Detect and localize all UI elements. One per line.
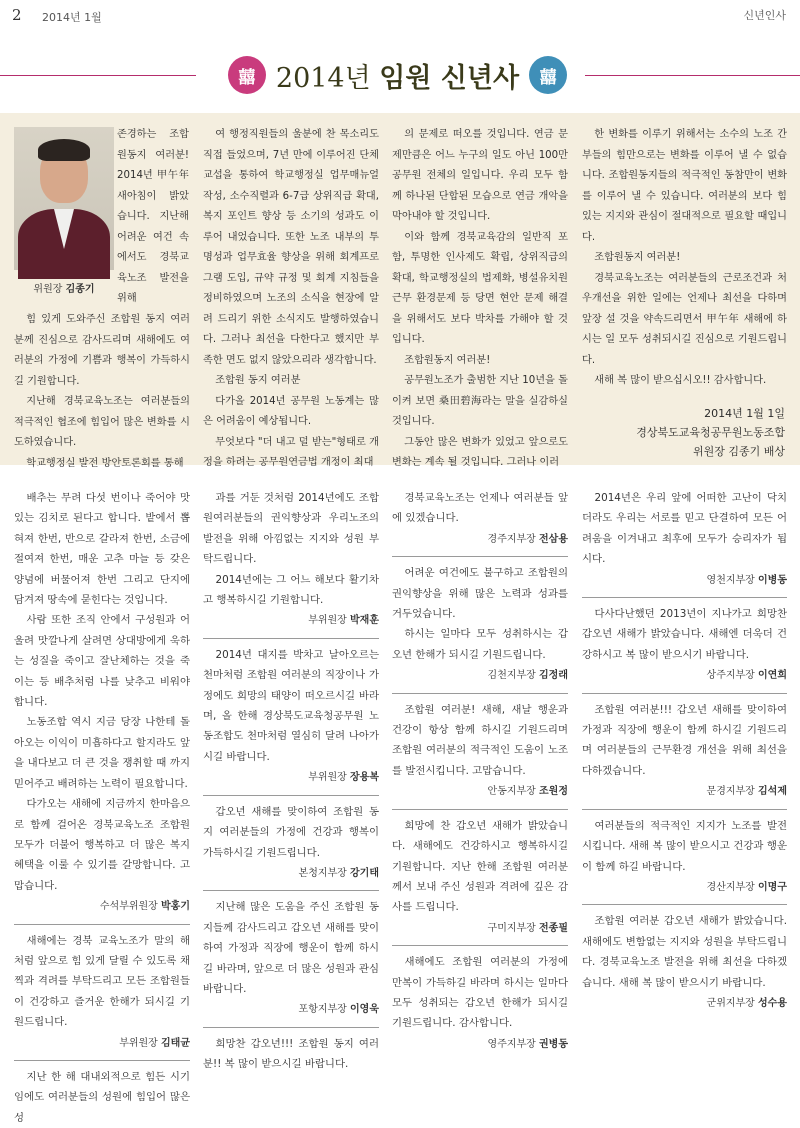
paragraph: 조합원동지 여러분! — [594, 252, 681, 263]
letter-author — [582, 782, 787, 802]
author-role: 군위지부장 — [706, 997, 759, 1009]
main-col1-bottom — [14, 310, 190, 474]
title-year: 2014년 — [275, 62, 371, 94]
paragraph: 한 변화를 이루기 위해서는 소수의 노조 간부들의 힘만으로는 변화를 이루어 낼 수 없습니다. 조합원동지들의 적극적인 동참만이 변화를 이루어 낼 수 있습니다. 여러분의 보다 힘 있는 지지와 관심이 절대적으로 필요할 때입니다. — [582, 129, 787, 243]
letter-text: 지난 한 해 대내외적으로 힘든 시기임에도 여러분들의 성원에 힘입어 많은 성 — [14, 1070, 190, 1124]
paragraph: 여 행정직원들의 울분에 찬 목소리도 직접 들었으며, 7년 만에 이루어진 단체교섭을 통하여 학교행정실 업무매뉴얼 작성, 소수직렬과 6-7급 상위직급 확대, 복지 포인트 향상 등 소기의 성과도 이루어 내었습니다. 또한 노조 내부의 투명성과 업무효율 향상을 위해 회계프로그램 도입, 규약 규정 및 회계 지침들을 정비하였으며 노조의 소식을 현장에 알려 드리기 위한 소식지도 발행하였습니다. 그러나 최선을 다한다고 했지만 부족한 면도 없지 않았으리라 생각합니다. — [203, 129, 379, 366]
letter-divider — [14, 1060, 190, 1061]
sign-date: 2014년 1월 1일 — [704, 407, 785, 420]
author-name: 성수용 — [758, 997, 787, 1009]
paragraph: 조합원 동지 여러분 — [215, 375, 301, 386]
author-role: 경산지부장 — [706, 881, 759, 893]
main-col2 — [203, 125, 379, 474]
letters-col1 — [14, 488, 190, 1128]
author-role: 구미지부장 — [487, 922, 540, 934]
letter-author — [582, 994, 787, 1014]
letter-text: 조합원 여러분! 새해, 새날 행운과 건강이 항상 함께 하시길 기원드리며 조합원 여러분의 적극적인 도움이 노조를 발전시킵니다. 고맙습니다. — [392, 703, 568, 777]
sign-name: 위원장 김종기 배상 — [692, 445, 785, 458]
letter-text: 조합원 여러분!!! 갑오년 새해를 맞이하여 가정과 직장에 행운이 함께 하시길 기원드리며 여러분들의 근무환경 개선을 위해 최선을 다하겠습니다. — [582, 703, 787, 777]
letter-item — [582, 488, 787, 591]
letter-text: 배추는 무려 다섯 번이나 죽어야 맛있는 김치로 된다고 합니다. 밭에서 뽑혀져 한번, 반으로 갈라져 한번, 소금에 절여져 한번, 매운 고추 마늘 등 갖은 양념에 버물어져 한번 그리고 단지에 담겨져 땅속에 묻힌다는 것입니다. — [14, 492, 190, 607]
letter-divider — [203, 795, 379, 796]
sign-org: 경상북도교육청공무원노동조합 — [636, 426, 785, 439]
author-name: 김석제 — [758, 786, 787, 798]
emblem-left-icon: 囍 — [228, 56, 266, 94]
letter-author — [14, 897, 190, 917]
paragraph: 힘 있게 도와주신 조합원 동지 여러분께 진심으로 감사드리며 새해에도 여러분의 가정에 기쁨과 행복이 가득하시길 기원합니다. — [14, 314, 190, 387]
main-col4 — [582, 125, 787, 392]
author-name: 전삼용 — [539, 533, 568, 545]
caption-role: 위원장 — [33, 284, 63, 295]
author-name: 이명구 — [758, 881, 787, 893]
letters-col2 — [203, 488, 379, 1075]
author-name: 전종필 — [539, 922, 568, 934]
section-label: 신년인사 — [743, 9, 786, 22]
letter-text: 갑오년 새해를 맞이하여 조합원 동지 여러분들의 가정에 건강과 행복이 가득하시길 기원드립니다. — [203, 805, 379, 859]
letter-item — [392, 952, 568, 1055]
author-role: 포항지부장 — [298, 1004, 351, 1016]
letter-text: 2014년 대지를 박차고 날아오르는 천마처럼 조합원 여러분의 직장이나 가정에도 희망의 태양이 떠오르시길 바라며, 올 한해 경상북도교육청공무원 노동조합도 천마처럼 열심히 달려 나아가시길 바랍니다. — [203, 648, 379, 763]
letter-item — [582, 604, 787, 687]
caption-name: 김종기 — [65, 284, 95, 295]
author-role: 김천지부장 — [487, 670, 540, 682]
author-name: 이영욱 — [350, 1004, 379, 1016]
author-role: 영주지부장 — [487, 1038, 540, 1050]
letter-author — [392, 530, 568, 550]
letter-author — [203, 768, 379, 788]
author-role: 상주지부장 — [706, 670, 759, 682]
letter-text: 과를 거둔 것처럼 2014년에도 조합원여러분들의 권익향상과 우리노조의 발전을 위해 아낌없는 지지와 성원 부탁드립니다. — [203, 492, 379, 566]
letter-divider — [582, 904, 787, 905]
letter-author — [203, 1000, 379, 1020]
paragraph: 무엇보다 "더 내고 덜 받는"형태로 개정을 하려는 공무원연금법 개정이 최대 — [203, 436, 379, 468]
author-role: 부위원장 — [308, 772, 351, 784]
letter-divider — [203, 1027, 379, 1028]
paragraph: 새해 복 많이 받으십시오!! 감사합니다. — [594, 375, 767, 386]
paragraph: 조합원동지 여러분! — [404, 354, 491, 366]
letter-text: 여러분들의 적극적인 지지가 노조를 발전시킵니다. 새해 복 많이 받으시고 건강과 행운이 함께 하길 바랍니다. — [582, 819, 787, 873]
emblem-right-icon: 囍 — [529, 56, 567, 94]
letter-author — [14, 1034, 190, 1054]
title-rule-right — [585, 75, 800, 76]
paragraph: 학교행정실 발전 방안토론회를 통해 — [26, 457, 184, 469]
letter-item — [14, 488, 190, 918]
letters-col3 — [392, 488, 568, 1055]
letter-text: 사람 또한 조직 안에서 구성원과 어울려 맛깔나게 살려면 상대방에게 욱하는 성질을 죽이고 잘난체하는 것을 죽이는 등 배추처럼 나를 낮추고 비워야 합니다. — [14, 614, 190, 709]
author-role: 문경지부장 — [706, 786, 759, 798]
chairman-photo — [14, 127, 114, 270]
page-number: 2 — [12, 6, 22, 24]
signature-block — [560, 404, 785, 461]
paragraph: 공무원노조가 출범한 지난 10년을 돌이켜 보면 桑田碧海라는 말을 실감하실 것입니다. — [392, 375, 568, 427]
letter-author — [582, 666, 787, 686]
letter-item — [203, 488, 379, 632]
author-name: 김태균 — [161, 1037, 190, 1049]
author-role: 부위원장 — [308, 615, 351, 627]
author-name: 박홍기 — [161, 901, 190, 913]
author-role: 수석부위원장 — [99, 901, 162, 913]
letter-text: 새해에도 조합원 여러분의 가정에 만복이 가득하길 바라며 하시는 일마다 모두 성취되는 갑오년 한해가 되시길 기원드립니다. 감사합니다. — [392, 956, 568, 1030]
letter-text: 2014년은 우리 앞에 어떠한 고난이 닥치더라도 우리는 서로를 믿고 단결하여 모든 어려움을 이겨내고 최후에 모두가 승리자가 됩시다. — [582, 492, 787, 566]
letter-author — [392, 782, 568, 802]
letter-divider — [392, 809, 568, 810]
letter-text: 경북교육노조는 언제나 여러분들 앞에 있겠습니다. — [392, 492, 568, 525]
letter-item — [14, 931, 190, 1054]
letter-author — [582, 571, 787, 591]
main-col1-top — [117, 125, 189, 310]
letter-author — [392, 666, 568, 686]
letter-text: 2014년에는 그 어느 해보다 활기차고 행복하시길 기원합니다. — [203, 573, 379, 607]
author-role: 본청지부장 — [298, 867, 351, 879]
paragraph: 다가올 2014년 공무원 노동계는 많은 어려움이 예상됩니다. — [203, 395, 379, 427]
paragraph: 경북교육노조는 여러분들의 근로조건과 처우개선을 위한 일에는 언제나 최선을 다하며 앞장 설 것을 약속드리면서 甲午年 새해에 하시는 일 모두 성취되시길 진심으로 기원드립니다. — [582, 272, 787, 366]
letter-divider — [203, 638, 379, 639]
title-text — [276, 56, 519, 95]
letter-item — [582, 700, 787, 803]
main-col3 — [392, 125, 568, 474]
letter-text: 어려운 여건에도 불구하고 조합원의 권익향상을 위해 많은 노력과 성과를 거두었습니다. — [392, 567, 568, 621]
author-name: 이병동 — [758, 574, 787, 586]
letter-author — [392, 1035, 568, 1055]
author-role: 경주지부장 — [487, 533, 540, 545]
letter-text: 하시는 일마다 모두 성취하시는 갑오년 한해가 되시길 기원드립니다. — [392, 628, 568, 661]
letter-item — [203, 897, 379, 1020]
letter-divider — [392, 945, 568, 946]
author-name: 장용복 — [350, 772, 379, 784]
paragraph: 그동안 많은 변화가 있었고 앞으로도 변화는 계속 될 것입니다. 그러나 이러 — [392, 436, 568, 468]
letter-divider — [582, 693, 787, 694]
letter-divider — [203, 890, 379, 891]
letter-text: 다가오는 새해에 지금까지 한마음으로 함께 걸어온 경북교육노조 조합원 모두가 더불어 행복하고 더 많은 복지 혜택을 이룰 수 있기를 갈망합니다. 고맙습니다. — [14, 798, 190, 892]
issue-date: 2014년 1월 — [42, 11, 102, 24]
author-name: 김정래 — [539, 670, 568, 682]
letter-text: 다사다난했던 2013년이 지나가고 희망찬 갑오년 새해가 밝았습니다. 새해엔 더욱더 건강하시고 복 많이 받으시기 바랍니다. — [582, 608, 787, 661]
letter-item — [392, 700, 568, 803]
letter-text: 희망에 찬 갑오년 새해가 밝았습니다. 새해에도 건강하시고 행복하시길 기원합니다. 지난 한해 조합원 여러분께서 보내 주신 성원과 격려에 깊은 감사를 드립니다. — [392, 819, 568, 914]
author-role: 안동지부장 — [487, 786, 540, 798]
author-name: 권병동 — [539, 1038, 568, 1050]
letter-author — [392, 919, 568, 939]
letter-item — [392, 488, 568, 550]
letter-item — [582, 816, 787, 899]
letter-item — [392, 816, 568, 939]
author-name: 이연희 — [758, 670, 787, 682]
letter-author — [203, 611, 379, 631]
letter-divider — [392, 556, 568, 557]
letter-item — [203, 1034, 379, 1075]
author-role: 부위원장 — [119, 1037, 162, 1049]
letters-col4 — [582, 488, 787, 1014]
main-col1-top-text: 존경하는 조합원동지 여러분! 2014년 甲午年 새아침이 밝았습니다. 지난해 어려운 여건 속에서도 경북교육노조 발전을 위해 — [117, 129, 189, 304]
photo-caption — [14, 280, 114, 295]
letter-author — [203, 864, 379, 884]
letter-item — [203, 802, 379, 885]
letter-text: 새해에는 경북 교육노조가 말의 해처럼 앞으로 힘 있게 달릴 수 있도록 채찍과 격려를 부탁드리고 모든 조합원들이 건강하고 즐거운 한해가 되시길 기원드립니다. — [14, 934, 190, 1029]
paragraph: 지난해 경북교육노조는 여러분들의 적극적인 협조에 힘입어 많은 변화를 시도하였습니다. — [14, 396, 190, 448]
letter-item — [582, 911, 787, 1014]
letter-text: 지난해 많은 도움을 주신 조합원 동지들께 감사드리고 갑오년 새해를 맞이하여 가정과 직장에 행운이 함께 하시길 바라며, 앞으로 더 많은 성원과 관심 바랍니다. — [203, 901, 379, 995]
title-rule-left — [0, 75, 196, 76]
page-title — [205, 52, 590, 98]
letter-divider — [14, 924, 190, 925]
letter-text: 조합원 여러분 갑오년 새해가 밝았습니다. 새해에도 변함없는 지지와 성원을 부탁드립니다. 경북교육노조 발전을 위해 최선을 다하겠습니다. 새해 복 많이 받으시기 바랍니다. — [582, 915, 787, 989]
letter-text: 희망찬 갑오년!!! 조합원 동지 여러분!! 복 많이 받으시길 바랍니다. — [203, 1037, 379, 1071]
paragraph: 의 문제로 떠오를 것입니다. 연금 문제만큼은 어느 누구의 일도 아닌 100만공무원 전체의 일입니다. 우리 모두 함께 하나된 단합된 모습으로 연금 개악을 막아내야 할 것입니다. — [392, 129, 568, 222]
author-name: 강기태 — [350, 867, 379, 879]
author-name: 박재훈 — [350, 615, 379, 627]
letter-author — [582, 878, 787, 898]
letter-divider — [392, 693, 568, 694]
letter-text: 노동조합 역시 지금 당장 나한테 돌아오는 이익이 미흡하다고 할지라도 앞을 내다보고 더 큰 것을 쟁취할 때 까지 믿어주고 배려하는 노력이 필요합니다. — [14, 716, 190, 790]
letter-item — [392, 563, 568, 686]
author-name: 조원정 — [539, 786, 568, 798]
author-role: 영천지부장 — [706, 574, 759, 586]
letter-item — [14, 1067, 190, 1128]
letter-divider — [582, 809, 787, 810]
title-main: 임원 신년사 — [379, 62, 520, 94]
letter-divider — [582, 597, 787, 598]
paragraph: 이와 함께 경북교육감의 일반직 포함, 투명한 인사제도 확립, 상위직급의 확대, 학교행정실의 법제화, 병설유치원 근무 환경문제 등 당면 현안 문제 해결을 위해서도 보다 박차를 가해야 할 것입니다. — [392, 231, 568, 345]
letter-item — [203, 645, 379, 789]
